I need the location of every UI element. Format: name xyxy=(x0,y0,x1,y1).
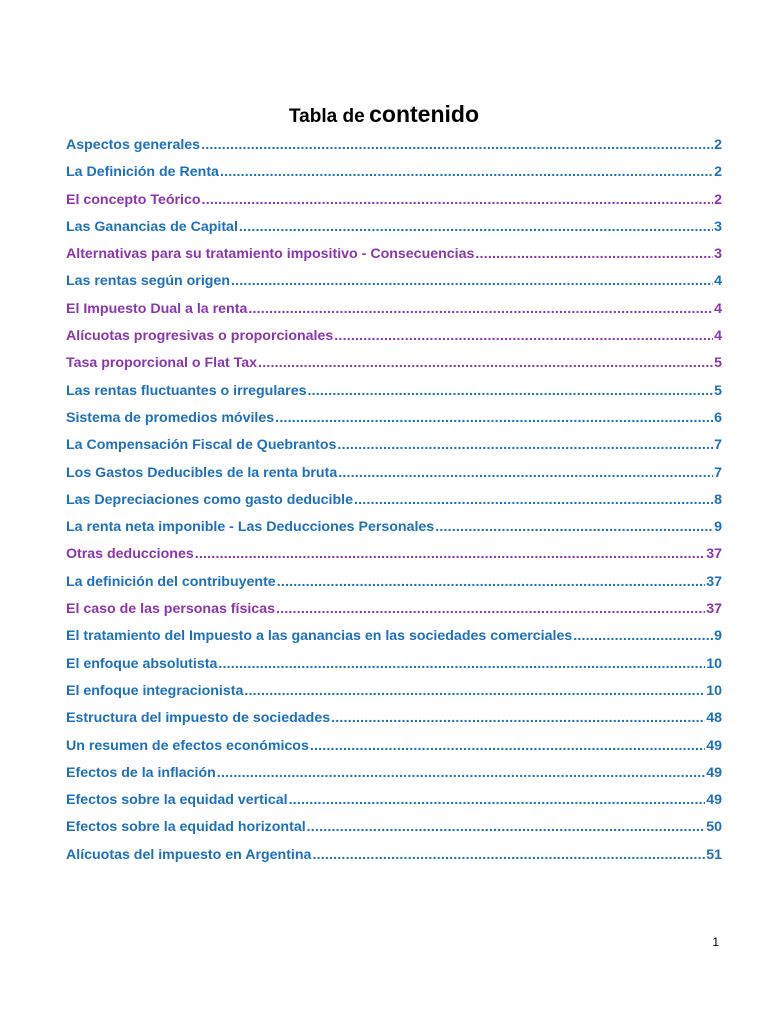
toc-dot-leader xyxy=(244,678,705,705)
toc-entry-page-number: 5 xyxy=(714,355,722,372)
toc-entry-page-number: 49 xyxy=(706,737,722,754)
toc-entry[interactable] xyxy=(66,787,722,814)
toc-entry[interactable] xyxy=(66,432,722,459)
toc-dot-leader xyxy=(248,296,713,323)
toc-entry-page-number: 7 xyxy=(714,437,722,454)
toc-entry-page-number: 7 xyxy=(714,464,722,481)
toc-entry-label: Las rentas según origen xyxy=(66,273,230,290)
toc-dot-leader xyxy=(334,323,713,350)
toc-dot-leader xyxy=(435,514,713,541)
toc-entry[interactable] xyxy=(66,187,722,214)
toc-entry-label: El enfoque integracionista xyxy=(66,682,244,699)
toc-entry-label: Alícuotas del impuesto en Argentina xyxy=(66,846,312,863)
toc-dot-leader xyxy=(310,733,705,760)
toc-entry-page-number: 6 xyxy=(714,409,722,426)
toc-dot-leader xyxy=(573,623,713,650)
toc-dot-leader xyxy=(220,159,713,186)
toc-entry-label: Sistema de promedios móviles xyxy=(66,409,275,426)
toc-entry-label: El concepto Teórico xyxy=(66,191,201,208)
toc-entry-label: Otras deducciones xyxy=(66,546,194,563)
toc-entry[interactable] xyxy=(66,378,722,405)
toc-entry-label: Las rentas fluctuantes o irregulares xyxy=(66,382,307,399)
toc-entry-page-number: 10 xyxy=(706,655,722,672)
toc-dot-leader xyxy=(258,350,713,377)
toc-dot-leader xyxy=(201,132,713,159)
toc-entry-label: Alternativas para su tratamiento impositivo - Consecuencias xyxy=(66,246,475,263)
toc-entry[interactable] xyxy=(66,268,722,295)
toc-entry[interactable] xyxy=(66,132,722,159)
toc-entry-label: La renta neta imponible - Las Deducciones Personales xyxy=(66,519,435,536)
toc-dot-leader xyxy=(354,487,713,514)
toc-entry[interactable] xyxy=(66,705,722,732)
toc-entry[interactable] xyxy=(66,678,722,705)
toc-entry-page-number: 4 xyxy=(714,300,722,317)
toc-dot-leader xyxy=(276,596,705,623)
toc-entry[interactable] xyxy=(66,814,722,841)
toc-entry-page-number: 2 xyxy=(714,164,722,181)
toc-entry[interactable] xyxy=(66,159,722,186)
toc-entry[interactable] xyxy=(66,241,722,268)
toc-dot-leader xyxy=(338,460,713,487)
toc-entry-page-number: 8 xyxy=(714,491,722,508)
toc-entry[interactable] xyxy=(66,760,722,787)
toc-entry[interactable] xyxy=(66,623,722,650)
toc-entry[interactable] xyxy=(66,596,722,623)
toc-entry[interactable] xyxy=(66,323,722,350)
toc-entry[interactable] xyxy=(66,460,722,487)
toc-dot-leader xyxy=(195,541,705,568)
toc-dot-leader xyxy=(337,432,713,459)
toc-entry[interactable] xyxy=(66,487,722,514)
toc-entry-label: El Impuesto Dual a la renta xyxy=(66,300,248,317)
toc-entry-label: Tasa proporcional o Flat Tax xyxy=(66,355,258,372)
toc-entry-label: Alícuotas progresivas o proporcionales xyxy=(66,328,334,345)
toc-entry-page-number: 9 xyxy=(714,519,722,536)
toc-dot-leader xyxy=(275,405,713,432)
toc-entry-label: El tratamiento del Impuesto a las ganancias en las sociedades comerciales xyxy=(66,628,573,645)
toc-dot-leader xyxy=(475,241,713,268)
toc-dot-leader xyxy=(289,787,706,814)
toc-entry-page-number: 9 xyxy=(714,628,722,645)
toc-entry-page-number: 50 xyxy=(706,819,722,836)
toc-entry-label: El caso de las personas físicas xyxy=(66,601,275,618)
toc-entry[interactable] xyxy=(66,541,722,568)
toc-entry-label: Las Depreciaciones como gasto deducible xyxy=(66,491,353,508)
toc-entry-label: Los Gastos Deducibles de la renta bruta xyxy=(66,464,338,481)
toc-entry-label: La Compensación Fiscal de Quebrantos xyxy=(66,437,337,454)
toc-entry[interactable] xyxy=(66,405,722,432)
toc-entry-page-number: 37 xyxy=(706,601,722,618)
toc-entry-page-number: 5 xyxy=(714,382,722,399)
toc-title xyxy=(0,100,768,132)
toc-entry-page-number: 2 xyxy=(714,137,722,153)
toc-entry-page-number: 3 xyxy=(714,218,722,235)
toc-entry-label: Un resumen de efectos económicos xyxy=(66,737,309,754)
toc-dot-leader xyxy=(239,214,713,241)
toc-dot-leader xyxy=(218,651,705,678)
toc-entry-label: Las Ganancias de Capital xyxy=(66,218,238,235)
toc-dot-leader xyxy=(307,378,713,405)
toc-entry[interactable] xyxy=(66,842,722,869)
toc-dot-leader xyxy=(217,760,705,787)
toc-entry-label: Efectos de la inflación xyxy=(66,764,216,781)
toc-entry-label: Aspectos generales xyxy=(66,137,201,153)
toc-dot-leader xyxy=(331,705,705,732)
toc-entry[interactable] xyxy=(66,733,722,760)
toc-entry[interactable] xyxy=(66,350,722,377)
toc-dot-leader xyxy=(202,187,714,214)
toc-dot-leader xyxy=(231,268,713,295)
toc-dot-leader xyxy=(312,842,705,869)
toc-title-part1: Tabla de xyxy=(288,106,365,127)
toc-entry[interactable] xyxy=(66,296,722,323)
toc-entry-label: La definición del contribuyente xyxy=(66,573,276,590)
toc-list xyxy=(66,132,722,869)
toc-entry-page-number: 48 xyxy=(706,710,722,727)
toc-entry-label: El enfoque absolutista xyxy=(66,655,218,672)
toc-entry[interactable] xyxy=(66,214,722,241)
toc-entry-page-number: 4 xyxy=(714,273,722,290)
toc-dot-leader xyxy=(307,814,706,841)
toc-entry[interactable] xyxy=(66,514,722,541)
toc-entry-label: Efectos sobre la equidad horizontal xyxy=(66,819,306,836)
toc-entry-label: Estructura del impuesto de sociedades xyxy=(66,710,331,727)
toc-entry-page-number: 37 xyxy=(706,546,722,563)
toc-entry-label: Efectos sobre la equidad vertical xyxy=(66,792,288,809)
toc-title-part2: contenido xyxy=(369,101,479,127)
toc-entry-page-number: 49 xyxy=(706,792,722,809)
toc-entry-page-number: 49 xyxy=(706,764,722,781)
toc-entry-page-number: 37 xyxy=(706,573,722,590)
page-number: 1 xyxy=(712,935,719,949)
toc-dot-leader xyxy=(277,569,706,596)
toc-entry[interactable] xyxy=(66,651,722,678)
toc-entry-page-number: 10 xyxy=(706,682,722,699)
toc-entry-page-number: 4 xyxy=(714,328,722,345)
toc-entry-label: La Definición de Renta xyxy=(66,164,219,181)
toc-entry-page-number: 51 xyxy=(706,846,722,863)
toc-entry[interactable] xyxy=(66,569,722,596)
toc-entry-page-number: 3 xyxy=(714,246,722,263)
toc-entry-page-number: 2 xyxy=(714,191,722,208)
